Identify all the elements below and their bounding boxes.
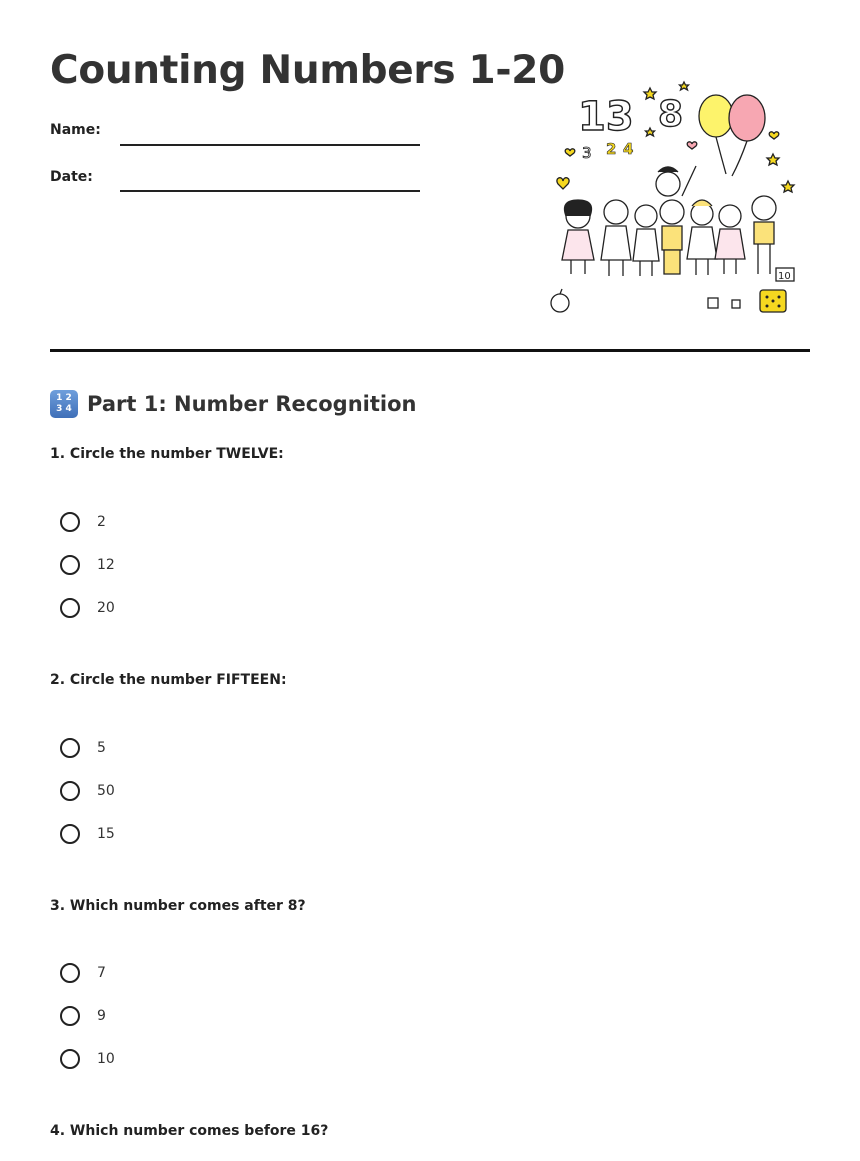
child-7 bbox=[752, 196, 776, 274]
q2-option-2[interactable] bbox=[60, 781, 115, 801]
children-group bbox=[562, 166, 776, 276]
radio-button[interactable] bbox=[60, 738, 80, 758]
option-label: 5 bbox=[97, 740, 106, 756]
option-label: 15 bbox=[97, 826, 115, 842]
q1-option-1[interactable] bbox=[60, 512, 106, 532]
radio-button[interactable] bbox=[60, 1049, 80, 1069]
name-line[interactable] bbox=[120, 144, 420, 146]
date-label: Date: bbox=[50, 169, 93, 185]
name-label: Name: bbox=[50, 122, 101, 138]
q1-option-3[interactable] bbox=[60, 598, 115, 618]
child-5 bbox=[687, 200, 717, 275]
option-label: 20 bbox=[97, 600, 115, 616]
apple-icon bbox=[551, 289, 569, 312]
radio-button[interactable] bbox=[60, 781, 80, 801]
question-3: 3. Which number comes after 8? bbox=[50, 898, 306, 914]
question-4: 4. Which number comes before 16? bbox=[50, 1123, 329, 1139]
option-label: 50 bbox=[97, 783, 115, 799]
small-cubes bbox=[708, 298, 740, 308]
option-label: 2 bbox=[97, 514, 106, 530]
radio-button[interactable] bbox=[60, 1006, 80, 1026]
q1-option-2[interactable] bbox=[60, 555, 115, 575]
worksheet-title: Counting Numbers 1-20 bbox=[50, 48, 565, 93]
q3-option-2[interactable] bbox=[60, 1006, 106, 1026]
small-number-2: 2 bbox=[606, 140, 617, 158]
child-2 bbox=[601, 200, 631, 276]
radio-button[interactable] bbox=[60, 555, 80, 575]
date-line[interactable] bbox=[120, 190, 420, 192]
number-block-10 bbox=[776, 268, 794, 282]
radio-button[interactable] bbox=[60, 963, 80, 983]
number-13-outline: 13 bbox=[578, 94, 634, 140]
child-1 bbox=[562, 200, 594, 274]
option-label: 9 bbox=[97, 1008, 106, 1024]
q2-option-1[interactable] bbox=[60, 738, 106, 758]
question-1: 1. Circle the number TWELVE: bbox=[50, 446, 284, 462]
radio-button[interactable] bbox=[60, 824, 80, 844]
input-numbers-emoji-icon: 1 2 3 4 bbox=[50, 390, 78, 418]
section-heading bbox=[50, 390, 416, 418]
q3-option-1[interactable] bbox=[60, 963, 106, 983]
section-title: Part 1: Number Recognition bbox=[87, 392, 417, 416]
balloons bbox=[699, 95, 765, 176]
option-label: 12 bbox=[97, 557, 115, 573]
radio-button[interactable] bbox=[60, 598, 80, 618]
child-3 bbox=[633, 205, 659, 276]
number-8-outline: 8 bbox=[658, 94, 684, 135]
children-counting-illustration bbox=[546, 76, 808, 320]
radio-button[interactable] bbox=[60, 512, 80, 532]
option-label: 7 bbox=[97, 965, 106, 981]
q3-option-3[interactable] bbox=[60, 1049, 115, 1069]
section-divider bbox=[50, 349, 810, 352]
small-number-3: 3 bbox=[582, 144, 592, 162]
question-2: 2. Circle the number FIFTEEN: bbox=[50, 672, 287, 688]
child-6 bbox=[715, 205, 745, 274]
q2-option-3[interactable] bbox=[60, 824, 115, 844]
small-number-4: 4 bbox=[623, 140, 634, 158]
svg-text:10: 10 bbox=[778, 271, 791, 282]
option-label: 10 bbox=[97, 1051, 115, 1067]
dice-icon bbox=[760, 290, 786, 312]
